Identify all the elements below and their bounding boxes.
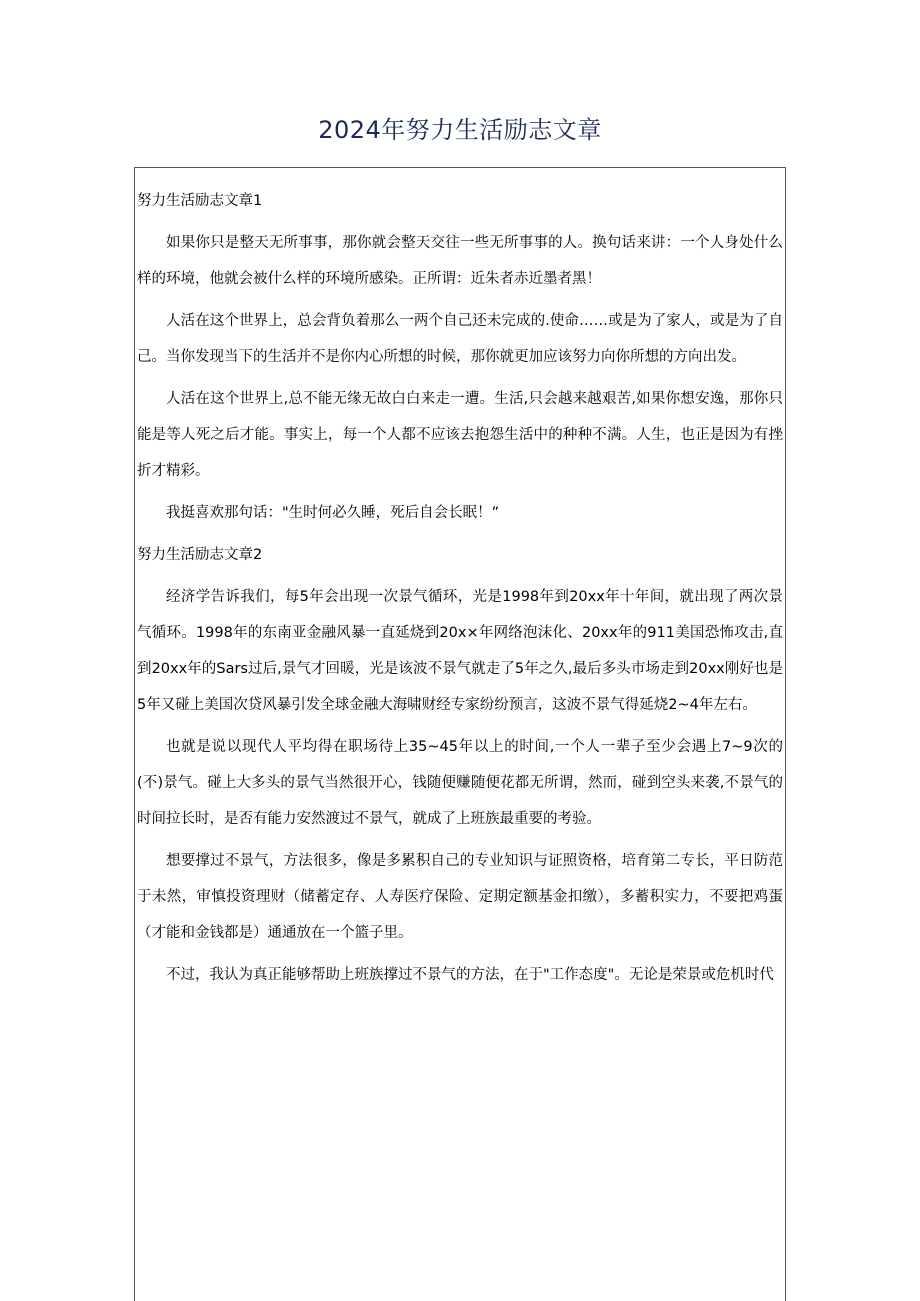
- paragraph-7: 想要撑过不景气，方法很多，像是多累积自己的专业知识与证照资格，培育第二专长，平日防范于未然，审慎投资理财（储蓄定存、人寿医疗保险、定期定额基金扣缴），多蓄积实力，不要把鸡蛋（才能和金钱都是）通通放在一个篮子里。: [137, 853, 783, 941]
- paragraph-5: 经济学告诉我们，每5年会出现一次景气循环，光是1998年到20xx年十年间，就出现了两次景气循环。1998年的东南亚金融风暴一直延烧到20x×年网络泡沫化、20xx年的911美国恐怖攻击,直到20xx年的Sars过后,景气才回暖，光是该波不景气就走了5年之久,最后多头市场走到20xx刚好也是5年又碰上美国次贷风暴引发全球金融大海啸财经专家纷纷预言，这波不景气得延烧2~4年左右。: [137, 589, 783, 713]
- document-title: 2024年努力生活励志文章: [318, 116, 602, 144]
- section-heading-1: 努力生活励志文章1: [137, 193, 263, 209]
- paragraph-2: 人活在这个世界上，总会背负着那么一两个自己还未完成的.使命……或是为了家人，或是为了自己。当你发现当下的生活并不是你内心所想的时候，那你就更加应该努力向你所想的方向出发。: [137, 313, 783, 365]
- paragraph-6: 也就是说以现代人平均得在职场待上35~45年以上的时间,一个人一辈子至少会遇上7~9次的(不)景气。碰上大多头的景气当然很开心，钱随便赚随便花都无所谓，然而，碰到空头来袭,不景气的时间拉长时，是否有能力安然渡过不景气，就成了上班族最重要的考验。: [137, 739, 783, 827]
- section-heading-2: 努力生活励志文章2: [137, 547, 263, 563]
- paragraph-8: 不过，我认为真正能够帮助上班族撑过不景气的方法，在于"工作态度"。无论是荣景或危机时代: [166, 967, 774, 983]
- paragraph-3: 人活在这个世界上,总不能无缘无故白白来走一遭。生活,只会越来越艰苦,如果你想安逸，那你只能是等人死之后才能。事实上，每一个人都不应该去抱怨生活中的种种不满。人生，也正是因为有挫折才精彩。: [137, 391, 783, 479]
- document-body: [137, 183, 783, 999]
- paragraph-1: 如果你只是整天无所事事，那你就会整天交往一些无所事事的人。换句话来讲：一个人身处什么样的环境，他就会被什么样的环境所感染。正所谓：近朱者赤近墨者黑！: [137, 235, 783, 287]
- paragraph-4: 我挺喜欢那句话："生时何必久睡，死后自会长眠！”: [166, 505, 500, 521]
